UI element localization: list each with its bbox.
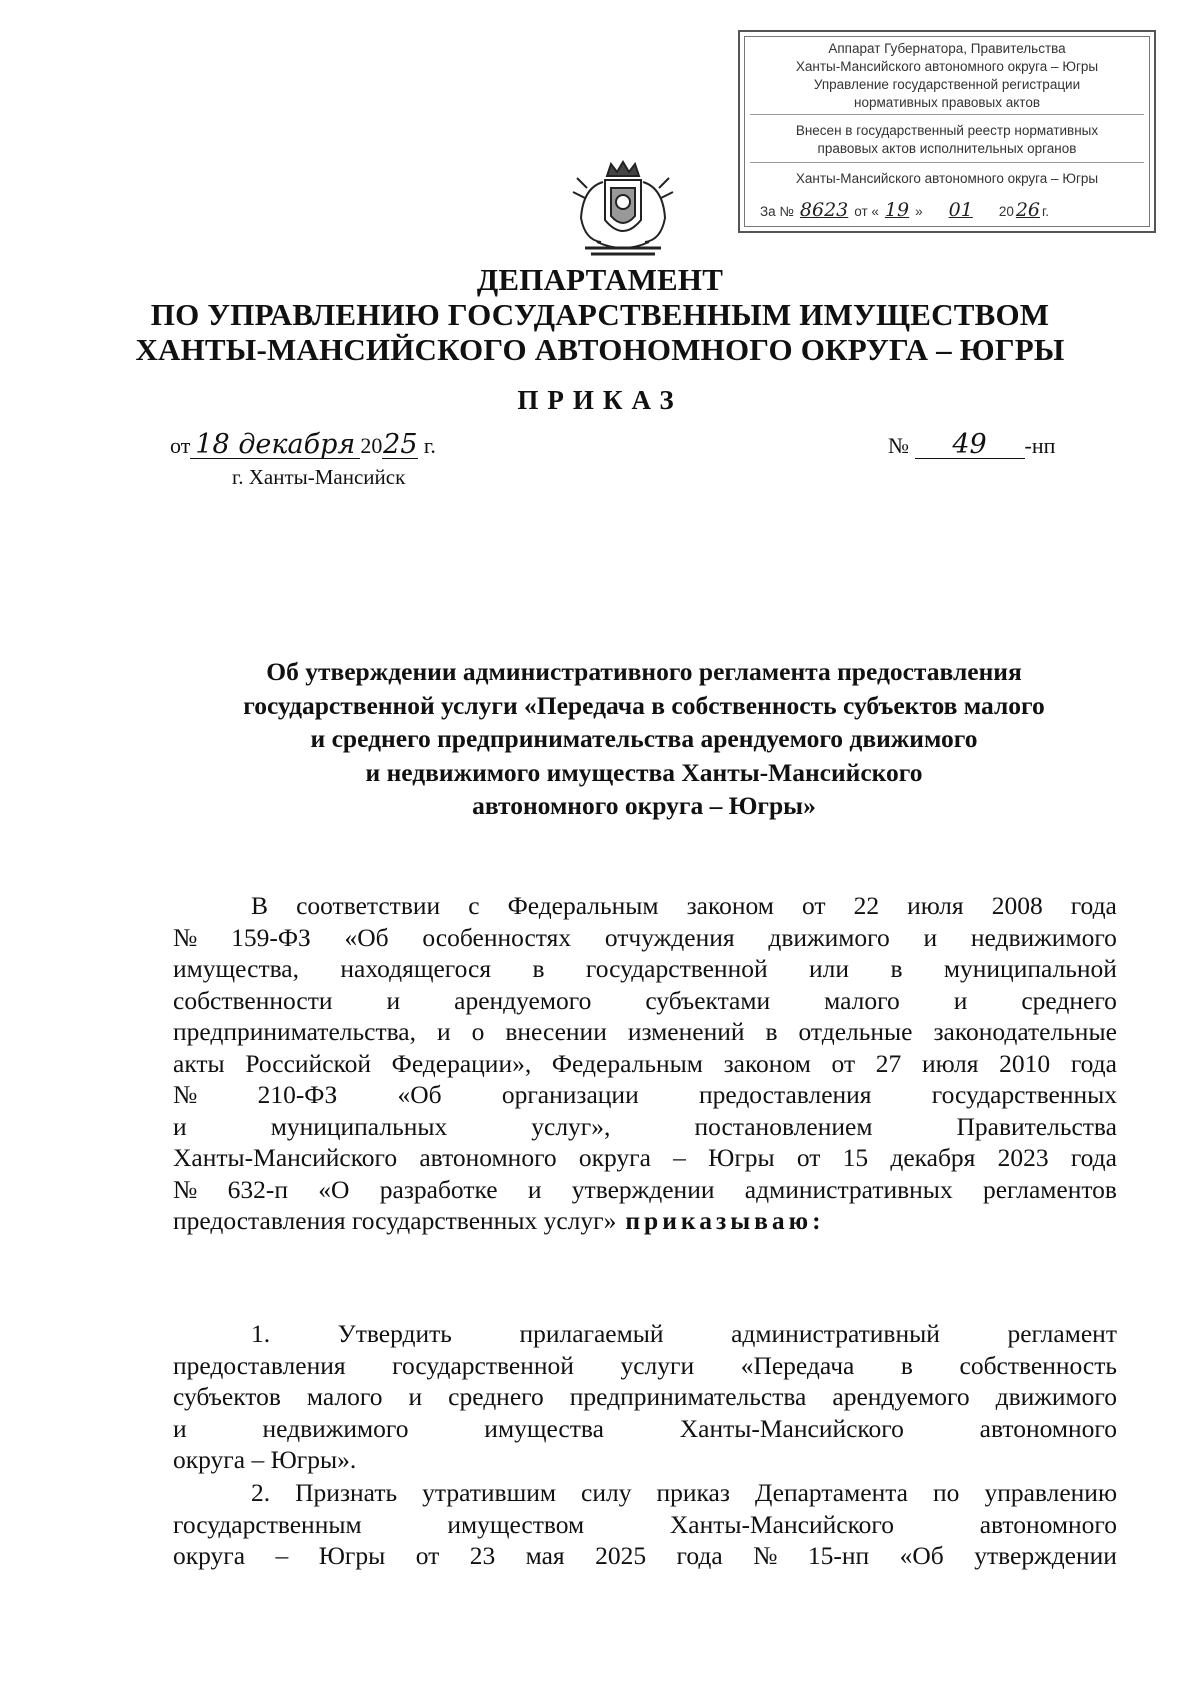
order-item-1 — [173, 1318, 1117, 1476]
department-title-line1: ДЕПАРТАМЕНТ — [476, 262, 724, 297]
item1-line: 1. Утвердить прилагаемый административный регламент — [251, 1319, 1117, 1348]
preamble-last-line — [173, 1205, 1117, 1237]
subject-line: и среднего предпринимательства арендуемого движимого — [310, 724, 978, 753]
order-number-suffix: -нп — [1024, 433, 1056, 458]
subject-line: Об утверждении административного регламента предоставления — [266, 657, 1022, 686]
preamble-line: Ханты-Мансийского автономного округа – Югры от 15 декабря 2023 года — [173, 1143, 1117, 1172]
order-number — [888, 429, 1056, 460]
order-date — [170, 429, 436, 460]
document-subject — [160, 655, 1128, 823]
stamp-line: Аппарат Губернатора, Правительства — [828, 41, 1066, 56]
department-title-line2: ПО УПРАВЛЕНИЮ ГОСУДАРСТВЕННЫМ ИМУЩЕСТВОМ — [150, 297, 1050, 332]
item1-line: предоставления государственной услуги «Передача в собственность — [173, 1350, 1117, 1380]
order-year-suffix: г. — [423, 433, 436, 458]
stamp-line: Внесен в государственный реестр нормативных — [795, 123, 1099, 138]
item2-line: округа – Югры от 23 мая 2025 года № 15-нп «Об утверждении — [173, 1541, 1117, 1570]
stamp-line: правовых актов исполнительных органов — [817, 141, 1077, 156]
preamble-line: № 632-п «О разработке и утверждении административных регламентов — [173, 1174, 1117, 1204]
item2-line: 2. Признать утратившим силу приказ Департамента по управлению — [251, 1478, 1117, 1507]
preamble-line: № 210-ФЗ «Об организации предоставления государственных — [173, 1080, 1117, 1109]
stamp-reg-from: от « — [854, 204, 879, 219]
stamp-line: Ханты-Мансийского автономного округа – Югры — [795, 59, 1099, 74]
stamp-divider — [750, 114, 1144, 115]
order-from-label: от — [170, 433, 191, 458]
preamble-line: и муниципальных услуг», постановлением Правительства — [173, 1111, 1117, 1141]
order-year-prefix: 20 — [360, 433, 383, 458]
preamble-line: предпринимательства, и о внесении изменений в отдельные законодательные — [173, 1017, 1117, 1046]
stamp-reg-suffix: г. — [1042, 204, 1050, 219]
preamble-line: имущества, находящегося в государственной или в муниципальной — [173, 954, 1117, 983]
coat-of-arms-icon — [567, 158, 679, 258]
order-date-handwritten: 18 декабря — [190, 432, 360, 459]
order-city: г. Ханты-Мансийск — [232, 465, 406, 489]
stamp-line: нормативных правовых актов — [853, 95, 1041, 110]
stamp-reg-mid: » — [915, 204, 923, 219]
document-type-heading: ПРИКАЗ — [517, 385, 683, 415]
subject-line: автономного округа – Югры» — [472, 791, 816, 820]
item1-line: субъектов малого и среднего предпринимательства арендуемого движимого — [173, 1382, 1117, 1411]
stamp-reg-day: 19 — [884, 199, 910, 221]
subject-line: и недвижимого имущества Ханты-Мансийского — [365, 757, 923, 787]
order-item-2 — [173, 1477, 1117, 1572]
order-number-handwritten: 49 — [915, 432, 1025, 459]
stamp-reg-prefix: За № — [760, 204, 794, 219]
preamble-line: № 159-ФЗ «Об особенностях отчуждения движимого и недвижимого — [173, 922, 1117, 952]
item1-line: и недвижимого имущества Ханты-Мансийского автономного — [173, 1413, 1117, 1443]
stamp-reg-number: 8623 — [799, 199, 849, 221]
department-title-line3: ХАНТЫ-МАНСИЙСКОГО АВТОНОМНОГО ОКРУГА – ЮГРЫ — [135, 332, 1065, 367]
subject-line: государственной услуги «Передача в собственность субъектов малого — [243, 690, 1045, 720]
item2-line: государственным имуществом Ханты-Мансийского автономного — [173, 1509, 1117, 1539]
order-directive: приказываю: — [625, 1206, 825, 1235]
stamp-reg-month: 01 — [948, 199, 973, 221]
order-number-label: № — [888, 433, 909, 458]
preamble-line: В соответствии с Федеральным законом от 22 июля 2008 года — [251, 891, 1117, 920]
order-year-handwritten: 25 — [383, 429, 418, 460]
stamp-line: Ханты-Мансийского автономного округа – Югры — [795, 171, 1099, 186]
preamble-last-text: предоставления государственных услуг» — [173, 1206, 617, 1235]
stamp-divider — [750, 162, 1144, 163]
preamble-line: собственности и арендуемого субъектами малого и среднего — [173, 985, 1117, 1015]
stamp-registration-line — [760, 199, 1144, 221]
stamp-reg-year-prefix: 20 — [998, 204, 1014, 219]
stamp-reg-year: 26 — [1015, 199, 1041, 221]
preamble-line: акты Российской Федерации», Федеральным законом от 27 июля 2010 года — [173, 1048, 1117, 1078]
item1-last-line: округа – Югры». — [173, 1445, 357, 1474]
registration-stamp — [738, 30, 1156, 233]
preamble-paragraph — [173, 890, 1117, 1237]
stamp-line: Управление государственной регистрации — [813, 77, 1081, 92]
